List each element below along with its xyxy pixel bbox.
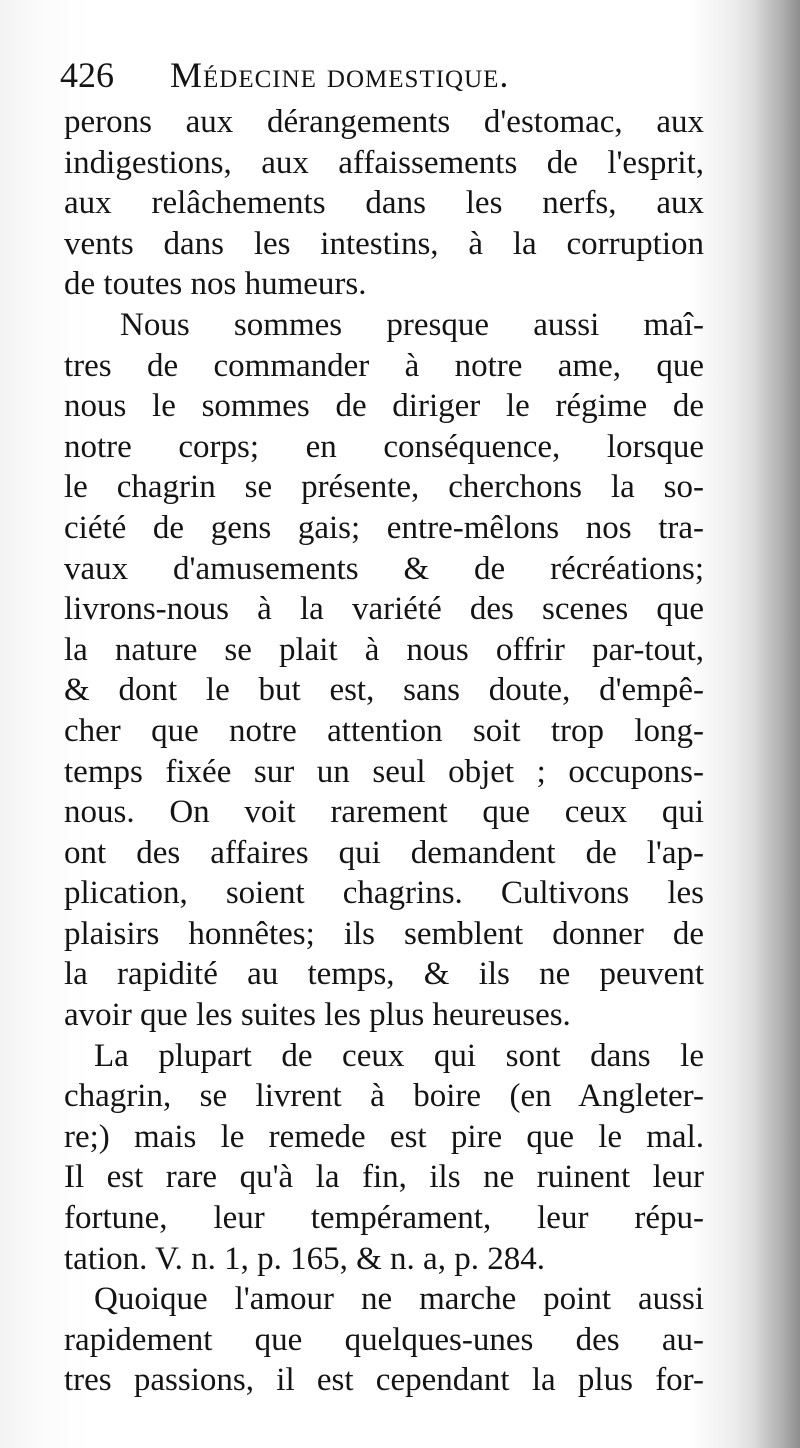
text-line: livrons-nous à la variété des scenes que <box>64 591 704 628</box>
text-line: plication, soient chagrins. Cultivons les <box>64 875 704 912</box>
text-line: tation. V. n. 1, p. 165, & n. a, p. 284. <box>64 1240 545 1277</box>
text-line: la rapidité au temps, & ils ne peuvent <box>64 956 704 993</box>
text-line: tres de commander à notre ame, que <box>64 347 704 384</box>
text-line: chagrin, se livrent à boire (en Angleter- <box>64 1078 704 1115</box>
text-line: rapidement que quelques-unes des au- <box>64 1321 704 1358</box>
text-line: indigestions, aux affaissements de l'esprit, <box>64 144 704 181</box>
text-line: aux relâchements dans les nerfs, aux <box>64 185 704 222</box>
text-line: vents dans les intestins, à la corruption <box>64 225 704 262</box>
text-line: & dont le but est, sans doute, d'empê- <box>64 672 704 709</box>
text-line: ont des affaires qui demandent de l'ap- <box>64 834 704 871</box>
text-line: vaux d'amusements & de récréations; <box>64 550 704 587</box>
text-line: avoir que les suites les plus heureuses. <box>64 997 571 1034</box>
text-line: de toutes nos humeurs. <box>64 266 367 303</box>
text-line: la nature se plait à nous offrir par-tout, <box>64 631 704 668</box>
page-number: 426 <box>60 55 114 95</box>
text-line: Nous sommes presque aussi maî- <box>120 306 704 343</box>
text-line: nous. On voit rarement que ceux qui <box>64 794 704 831</box>
text-line: ciété de gens gais; entre-mêlons nos tra- <box>64 509 704 546</box>
page-gutter-shadow <box>755 0 800 1448</box>
text-line: temps fixée sur un seul objet ; occupons- <box>64 753 704 790</box>
text-line: perons aux dérangements d'estomac, aux <box>64 104 704 140</box>
text-line: notre corps; en conséquence, lorsque <box>64 428 704 465</box>
text-line: Quoique l'amour ne marche point aussi <box>94 1281 704 1318</box>
text-line: le chagrin se présente, cherchons la so- <box>64 469 704 506</box>
text-line: cher que notre attention soit trop long- <box>64 712 704 749</box>
text-line: re;) mais le remede est pire que le mal. <box>64 1118 704 1155</box>
text-line: tres passions, il est cependant la plus for- <box>64 1362 704 1399</box>
text-line: Il est rare qu'à la fin, ils ne ruinent leur <box>64 1159 704 1196</box>
text-line: fortune, leur tempérament, leur répu- <box>64 1200 704 1237</box>
body-text <box>64 102 704 1401</box>
running-head <box>60 50 720 100</box>
running-title: Médecine domestique. <box>170 55 510 95</box>
text-line: La plupart de ceux qui sont dans le <box>94 1037 704 1074</box>
text-line: nous le sommes de diriger le régime de <box>64 388 704 425</box>
text-line: plaisirs honnêtes; ils semblent donner de <box>64 915 704 952</box>
